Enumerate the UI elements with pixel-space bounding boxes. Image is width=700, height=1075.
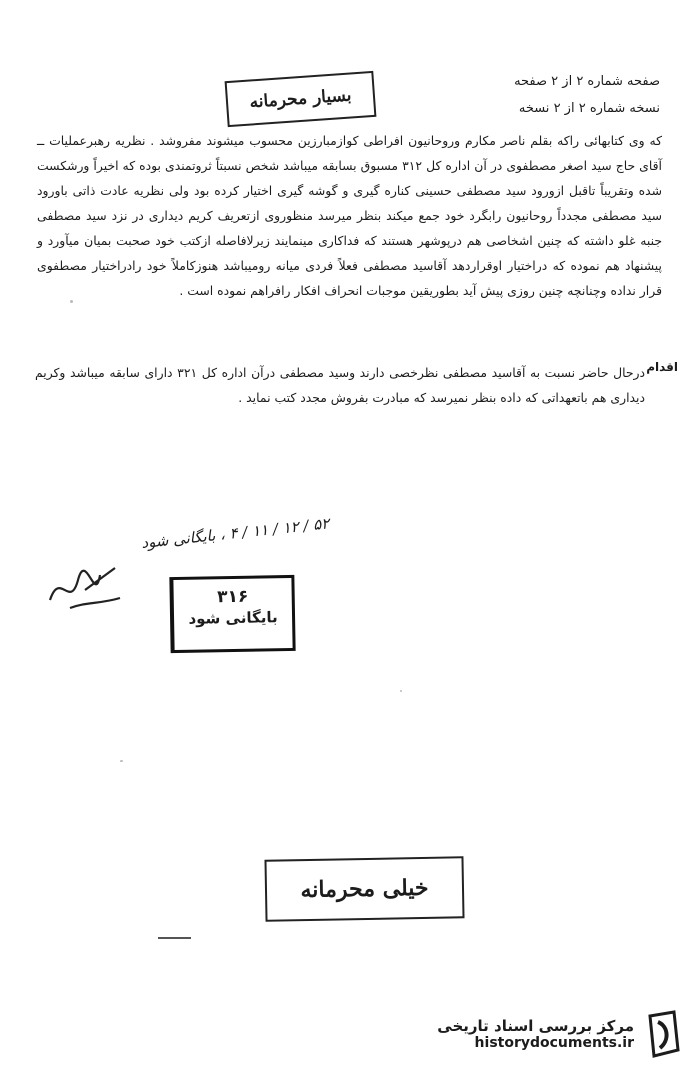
classification-stamp: خیلی محرمانه — [264, 856, 464, 921]
watermark — [437, 1010, 684, 1058]
archive-logo-icon — [644, 1010, 684, 1058]
report-body-paragraph-2 — [35, 360, 645, 410]
speck — [400, 690, 402, 692]
page-number-line: صفحه شماره ۲ از ۲ صفحه — [514, 74, 660, 89]
archive-label: بایگانی شود — [188, 608, 278, 628]
signature-mark — [40, 560, 130, 615]
watermark-url: historydocuments.ir — [474, 1035, 634, 1051]
archive-stamp — [169, 575, 295, 653]
handwritten-note: ۵۲ / ۱۲ / ۱۱ / ۴ ، بایگانی شود — [140, 514, 331, 553]
paragraph-2-text: درحال حاضر نسبت به آقاسید مصطفی نظرخصی دارند وسید مصطفی درآن اداره کل ۳۲۱ دارای سابقه میباشد وکریم دیداری هم باتعهداتی که داده بنظر نمیرسد که مبادرت بفروش مجدد کتب نماید . — [35, 365, 646, 405]
copy-number-line: نسخه شماره ۲ از ۲ نسخه — [518, 101, 660, 116]
paragraph-1-text: که وی کتابهائی راکه بقلم ناصر مکارم وروحانیون افراطی کوازمبارزین محسوب میشوند مفروشد . نظریه رهبرعملیات ــ آقای حاج سید اصغر مصطفوی در آن اداره کل ۳۱۲ مسبوق بسابقه میباشد شخص نسبتاً ثروتمندی بوده که اخیراً ورشکست شده وتقریباً تاقبل ازورود سید مصطفی حسینی کناره گیری و گوشه گیری اختیار کرده بود ولی نظریه عادت ذاتی باورود سید مصطفی مجدداً روحانیون رابگرد خود جمع میکند بنظر میرسد منظوروی ازتعریف کریم دیداری در نزد سید مصطفی جنبه غلو داشته که چنین اشخاصی هم درپوشهر هستند که فداکاری مینمایند زیرلافاصله ازکتب خود صحبت بمیان میآورد و پیشنهاد هم نموده که دراختیار اوقراردهد آقاسید مصطفی فعلاً فردی میانه رومیباشد هنوزکاملاً خود رادراختیار مصطفوی قرار نداده وچنانچه چنین روزی پیش آید بطوریقین موجبات انحراف افکار رافراهم نموده است . — [37, 133, 662, 298]
archive-number: ۳۱۶ — [216, 586, 249, 608]
confidential-stamp-top: بسیار محرمانه — [225, 71, 377, 127]
speck — [70, 300, 73, 303]
speck — [120, 760, 123, 762]
watermark-name: مرکز بررسی اسناد تاریخی — [437, 1017, 634, 1035]
report-body-paragraph-1 — [37, 128, 662, 303]
margin-annotation: اقدام — [646, 360, 678, 374]
dash-mark — [158, 937, 191, 939]
